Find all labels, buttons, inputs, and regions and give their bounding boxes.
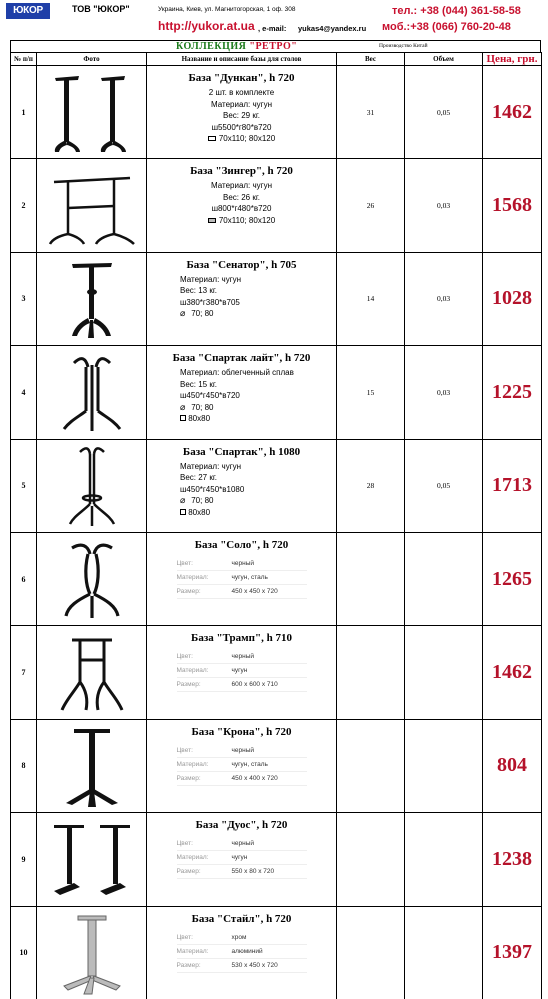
product-color: черный: [231, 840, 255, 848]
product-volume: 0,03: [405, 159, 483, 252]
product-specs: [147, 87, 336, 145]
product-size: 450 x 450 x 720: [231, 587, 278, 595]
row-number: 6: [11, 532, 37, 625]
product-name: База "Спартак", h 1080: [182, 445, 301, 458]
product-color: черный: [231, 653, 255, 661]
product-weight: [337, 626, 405, 719]
product-photo: [37, 159, 147, 252]
product-description: [147, 252, 337, 345]
col-price: Цена, грн.: [483, 53, 542, 66]
company-logo: ЮКОР: [6, 3, 50, 19]
product-weight: 14: [337, 252, 405, 345]
product-price: 1238: [483, 813, 542, 906]
product-name: База "Сенатор", h 705: [186, 258, 297, 271]
product-photo: [37, 626, 147, 719]
product-price: 1225: [483, 346, 542, 439]
product-attributes: Цвет: черный Материал: чугун Размер: 600 x 600 x 710: [177, 650, 307, 692]
square-top-icon: [180, 509, 186, 515]
product-photo: [37, 719, 147, 812]
product-name: База "Соло", h 720: [194, 538, 289, 551]
table-row: [11, 719, 542, 812]
product-specs: [147, 461, 336, 519]
product-material: чугун, сталь: [231, 760, 268, 768]
spec-line: ш450*г450*в720: [180, 391, 240, 401]
product-photo: [37, 906, 147, 999]
product-price: 1462: [483, 626, 542, 719]
product-material: чугун: [231, 667, 248, 675]
row-number: 9: [11, 813, 37, 906]
product-description: [147, 626, 337, 719]
square-top-icon: [180, 415, 186, 421]
collection-title: КОЛЛЕКЦИЯ "РЕТРО": [176, 41, 298, 52]
collection-bar: [10, 40, 541, 52]
product-weight: [337, 906, 405, 999]
product-name: База "Зингер", h 720: [190, 165, 293, 178]
row-number: 4: [11, 346, 37, 439]
product-volume: [405, 532, 483, 625]
product-name: База "Дуос", h 720: [195, 819, 288, 832]
table-row: [11, 626, 542, 719]
spec-line: Вес: 13 кг.: [180, 286, 218, 296]
product-volume: [405, 719, 483, 812]
row-number: 7: [11, 626, 37, 719]
table-row: [11, 532, 542, 625]
round-top-sizes: ⌀ 70; 80: [180, 401, 214, 412]
product-name: База "Крона", h 720: [191, 725, 292, 738]
product-photo-icon: [44, 817, 140, 901]
product-price: 1028: [483, 252, 542, 345]
product-material: чугун: [231, 854, 248, 862]
product-price: 1568: [483, 159, 542, 252]
product-weight: [337, 532, 405, 625]
product-volume: [405, 906, 483, 999]
spec-line: Вес: 27 кг.: [180, 473, 218, 483]
spec-line: ш5500*г80*в720: [211, 122, 272, 132]
product-description: [147, 439, 337, 532]
product-name: База "Спартак лайт", h 720: [172, 352, 311, 365]
product-volume: [405, 813, 483, 906]
product-name: База "Дункан", h 720: [188, 72, 295, 84]
product-photo: [37, 346, 147, 439]
product-price: 804: [483, 719, 542, 812]
spec-line: Материал: облегченный сплав: [180, 368, 294, 378]
product-volume: 0,03: [405, 346, 483, 439]
table-row: [11, 813, 542, 906]
col-volume: Объем: [405, 53, 483, 66]
product-attributes: Цвет: черный Материал: чугун, сталь Размер: 450 x 450 x 720: [177, 557, 307, 599]
table-header: [11, 53, 542, 66]
phone-mobile: моб.:+38 (066) 760-20-48: [382, 21, 511, 33]
spec-line: ш380*г380*в705: [180, 297, 240, 307]
row-number: 1: [11, 66, 37, 159]
round-top-sizes: ⌀ 70; 80: [180, 495, 214, 506]
product-photo: [37, 532, 147, 625]
product-material: алюминий: [231, 947, 263, 955]
spec-line: Материал: чугун: [180, 274, 242, 284]
product-attributes: Цвет: черный Материал: чугун Размер: 550 x 80 x 720: [177, 837, 307, 879]
product-weight: [337, 719, 405, 812]
row-number: 5: [11, 439, 37, 532]
product-volume: [405, 626, 483, 719]
product-price: 1397: [483, 906, 542, 999]
product-photo-icon: [52, 723, 132, 809]
table-row: [11, 252, 542, 345]
product-photo-icon: [44, 164, 140, 248]
website-link[interactable]: http://yukor.at.ua: [158, 19, 255, 33]
product-color: хром: [231, 933, 247, 941]
spec-line: Вес: 29 кг.: [222, 111, 260, 120]
product-photo-icon: [47, 68, 137, 156]
col-num: № п/п: [11, 53, 37, 66]
table-top-sizes: 70х110; 80х120: [208, 215, 275, 227]
product-photo: [37, 252, 147, 345]
product-description: [147, 66, 337, 159]
product-photo: [37, 66, 147, 159]
product-weight: 26: [337, 159, 405, 252]
page-header: [0, 0, 548, 40]
product-photo-icon: [52, 349, 132, 435]
rect-top-icon: [208, 136, 216, 141]
product-volume: 0,05: [405, 439, 483, 532]
product-photo-icon: [52, 536, 132, 622]
product-attributes: Цвет: хром Материал: алюминий Размер: 530 x 450 x 720: [177, 931, 307, 973]
row-number: 8: [11, 719, 37, 812]
spec-line: ш450*г450*в1080: [180, 484, 245, 494]
table-row: [11, 346, 542, 439]
origin-note: Производство Китай: [379, 43, 428, 49]
col-weight: Вес: [337, 53, 405, 66]
table-row: [11, 439, 542, 532]
product-photo-icon: [52, 910, 132, 996]
row-number: 3: [11, 252, 37, 345]
product-attributes: Цвет: черный Материал: чугун, сталь Размер: 450 x 400 x 720: [177, 744, 307, 786]
product-color: черный: [231, 559, 255, 567]
product-description: [147, 906, 337, 999]
product-size: 600 x 600 x 710: [231, 681, 278, 689]
product-volume: 0,05: [405, 66, 483, 159]
product-photo-icon: [52, 442, 132, 530]
spec-line: 2 шт. в комплекте: [208, 88, 275, 97]
product-photo: [37, 813, 147, 906]
product-description: [147, 159, 337, 252]
product-description: [147, 532, 337, 625]
product-color: черный: [231, 746, 255, 754]
diameter-icon: ⌀: [180, 401, 186, 412]
product-weight: 28: [337, 439, 405, 532]
product-photo-icon: [52, 256, 132, 342]
product-price: 1462: [483, 66, 542, 159]
price-table: [10, 52, 542, 999]
product-specs: [147, 274, 336, 320]
spec-line: Материал: чугун: [210, 99, 273, 109]
diameter-icon: ⌀: [180, 308, 186, 319]
product-weight: 15: [337, 346, 405, 439]
product-description: [147, 346, 337, 439]
product-photo-icon: [52, 630, 132, 716]
table-row: [11, 906, 542, 999]
rect-top-icon: [208, 218, 216, 223]
product-name: База "Стайл", h 720: [191, 912, 292, 925]
product-weight: 31: [337, 66, 405, 159]
product-size: 530 x 450 x 720: [231, 961, 278, 969]
square-top-sizes: 80х80: [180, 413, 336, 425]
product-volume: 0,03: [405, 252, 483, 345]
col-photo: Фото: [37, 53, 147, 66]
square-top-sizes: 80х80: [180, 507, 336, 519]
product-price: 1265: [483, 532, 542, 625]
product-price: 1713: [483, 439, 542, 532]
spec-line: Материал: чугун: [180, 461, 242, 471]
table-top-sizes: 70х110; 80х120: [208, 133, 275, 145]
product-description: [147, 719, 337, 812]
product-size: 450 x 400 x 720: [231, 774, 278, 782]
company-name: ТОВ "ЮКОР": [72, 4, 130, 14]
product-name: База "Трамп", h 710: [191, 632, 292, 645]
product-specs: [147, 180, 336, 226]
email-label: , e-mail:: [258, 24, 287, 33]
col-description: Название и описание базы для столов: [147, 53, 337, 66]
table-row: [11, 66, 542, 159]
phone-landline: тел.: +38 (044) 361-58-58: [392, 5, 521, 17]
product-photo: [37, 439, 147, 532]
spec-line: Материал: чугун: [210, 181, 273, 191]
table-row: [11, 159, 542, 252]
company-address: Украина, Киев, ул. Магнитогорская, 1 оф. 308: [158, 6, 296, 13]
spec-line: ш800*г480*в720: [211, 204, 272, 214]
diameter-icon: ⌀: [180, 495, 186, 506]
row-number: 10: [11, 906, 37, 999]
product-material: чугун, сталь: [231, 573, 268, 581]
row-number: 2: [11, 159, 37, 252]
product-description: [147, 813, 337, 906]
email-link[interactable]: yukas4@yandex.ru: [298, 24, 367, 33]
product-size: 550 x 80 x 720: [231, 868, 275, 876]
spec-line: Вес: 26 кг.: [222, 192, 260, 202]
round-top-sizes: ⌀ 70; 80: [180, 308, 214, 319]
spec-line: Вес: 15 кг.: [180, 379, 218, 389]
product-specs: [147, 367, 336, 425]
product-weight: [337, 813, 405, 906]
